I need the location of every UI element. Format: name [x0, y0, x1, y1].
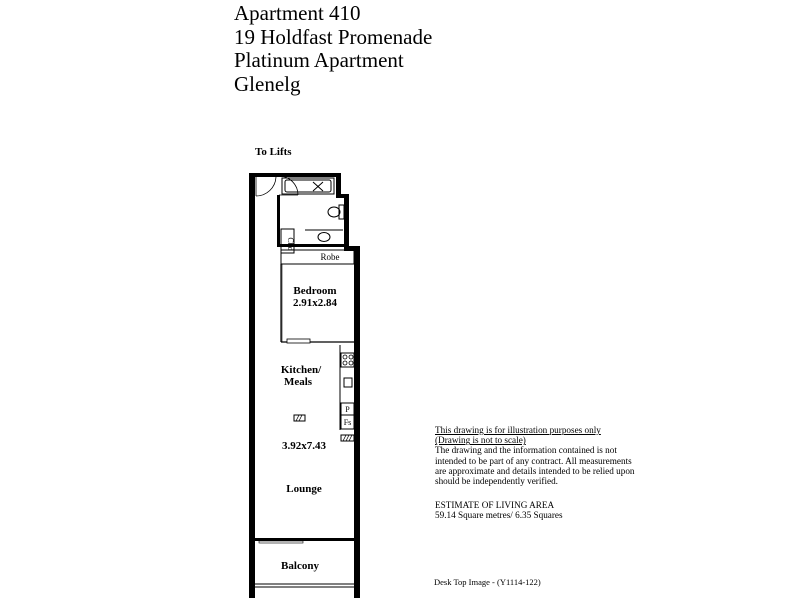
robe [281, 250, 354, 264]
drawing-reference: Desk Top Image - (Y1114-122) [434, 577, 541, 587]
cooktop-icon [343, 355, 353, 365]
air-vent-icon [294, 415, 305, 421]
suburb: Glenelg [234, 71, 301, 96]
bath-tub [282, 178, 334, 194]
meals-label: Meals [283, 376, 313, 388]
balcony-balustrade [255, 584, 354, 587]
disclaimer-body: The drawing and the information contained is not intended to be part of any contract. All measurements are approximate and details intended to be relied upon should be independently verified. [435, 445, 635, 487]
vanity-basin [305, 230, 343, 242]
robe-label: Robe [320, 252, 340, 262]
apartment-type: Platinum Apartment [234, 48, 404, 72]
living-dimensions: 3.92x7.43 [282, 440, 326, 452]
pantry-label: P [345, 405, 350, 414]
living-area-estimate [435, 500, 563, 521]
fridge-space-label: Fs [343, 418, 352, 427]
pantry [341, 403, 354, 415]
bedroom-label: Bedroom [293, 285, 337, 297]
apartment-number: Apartment 410 [234, 1, 361, 25]
cupboard-label: Cbd [286, 237, 295, 251]
kitchen-label: Kitchen/ [280, 364, 322, 376]
estimate-value: 59.14 Square metres/ 6.35 Squares [435, 510, 563, 521]
street-address: 19 Holdfast Promenade [234, 24, 433, 49]
bedroom-sliding-door[interactable] [287, 339, 310, 343]
heater-vent-icon [341, 435, 354, 441]
sink-icon [344, 378, 352, 387]
disclaimer-block [435, 425, 635, 486]
balcony-label: Balcony [281, 560, 319, 572]
fridge-space [341, 415, 354, 429]
cupboard [281, 229, 295, 253]
disclaimer-scale-note: (Drawing is not to scale) [435, 435, 526, 446]
disclaimer-illustration-note: This drawing is for illustration purposes only [435, 425, 601, 435]
bedroom-dimensions: 2.91x2.84 [293, 297, 337, 309]
entry-door[interactable] [256, 177, 276, 196]
to-lifts-label: To Lifts [255, 146, 292, 158]
estimate-title: ESTIMATE OF LIVING AREA [435, 500, 555, 510]
lounge-label: Lounge [286, 483, 322, 495]
toilet [328, 205, 344, 219]
balcony-door[interactable] [255, 538, 354, 543]
